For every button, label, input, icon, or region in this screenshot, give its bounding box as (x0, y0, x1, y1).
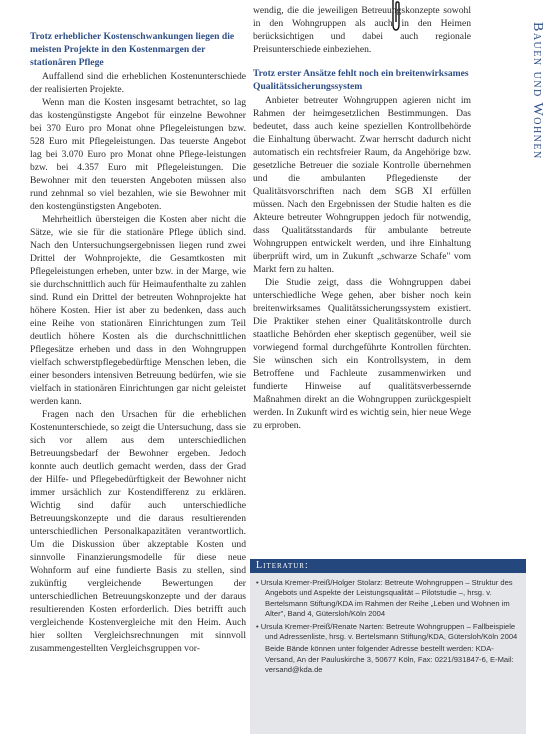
right-column (253, 4, 471, 432)
literature-order-note: Beide Bände können unter folgender Adresse bestellt werden: KDA-Versand, An der Pauluskirche 3, 50677 Köln, Fax: 0221/931847-6, E-Mail: versand@kda.de (265, 644, 514, 675)
section-label: Bauen und Wohnen (530, 22, 545, 160)
body-paragraph: Auffallend sind die erheblichen Kostenunterschiede der realisierten Projekte. (30, 71, 246, 95)
left-column (30, 30, 246, 655)
literature-title: Literatur: (250, 559, 526, 573)
body-paragraph: Fragen nach den Ursachen für die erheblichen Kostenunterschiede, so zeigt die Untersuchung, dass sie sich vor allem aus dem unterschiedlichen Betreuungsbedarf der Bewohner ergeben. Jedoch konnte auch deutlich gemacht werden, dass der Grad der Hilfe- und Pflegebedürftigkeit der Bewohner nicht immer ursächlich zur Kostendifferenz zu erklären. Wichtig sind dafür auch unterschiedliche Betreuungskonzepte und die daraus resultierenden unterschiedlichen Personalkapazitäten verantwortlich. Um die Diskussion über akzeptable Kosten und sinnvolle Finanzierungsmodelle für diese neue Wohnform auf eine fundierte Basis zu stellen, sind zukünftig vergleichende Bewertungen der unterschiedlichen Betreuungskonzepte und der daraus resultierenden Kosten erforderlich. Dies betrifft auch vergleichende Kostenvergleiche mit den Heim. Auch hier sollten Vergleichsrechnungen mit sinnvoll zusammengestellten Vergleichsgruppen vor- (30, 409, 246, 654)
literature-entry: • Ursula Kremer-Preiß/Holger Stolarz: Betreute Wohngruppen – Struktur des Angebots und Aspekte der Leistungsqualität – Pilotstudie –, hrsg. v. Bertelsmann Stiftung/KDA im Rahmen der Reihe „Leben und Wohnen im Alter", Band 4, Gütersloh/Köln 2004 (256, 578, 513, 619)
literature-entry: • Ursula Kremer-Preiß/Renate Narten: Betreute Wohngruppen – Fallbeispiele und Adressenliste, hrsg. v. Bertelsmann Stiftung/KDA, Gütersloh/Köln 2004 (256, 621, 518, 642)
literature-list (256, 578, 522, 678)
body-paragraph: Wenn man die Kosten insgesamt betrachtet, so lag das kostengünstigste Angebot für einzelne Bewohner bei 370 Euro pro Monat ohne Pflegeleistungen bzw. 528 Euro mit Pflegeleistungen. Das teuerste Angebot lag bei 3.070 Euro pro Monat ohne Pflege-leistungen bzw. bei 4.357 Euro mit Pflegeleistungen. Die Bewohner mit den teuersten Angeboten müssen also rund zehnmal so viel bezahlen, wie sie Bewohner mit den kostengünstigsten Angeboten. (30, 97, 246, 212)
body-paragraph: Die Studie zeigt, dass die Wohngruppen dabei unterschiedliche Wege gehen, aber bisher noch kein breitenwirksames Qualitätssicherungssystem existiert. Die Praktiker stehen einer Qualitätskontrolle durch staatliche Behörden eher skeptisch gegenüber, weil sie vorwiegend formal durchgeführte Kontrollen fürchten. Sie wünschen sich ein Kontrollsystem, in dem Betroffene und Fachleute zusammenwirken und fundierte Hinweise auf qualitätsverbessernde Maßnahmen direkt an die Wohngruppen zurückgespielt werden. In Zukunft wird es wichtig sein, hier neue Wege zu erproben. (253, 277, 471, 431)
body-paragraph: Anbieter betreuter Wohngruppen agieren nicht im Rahmen der heimgesetzlichen Bestimmungen. Das bedeutet, dass auch keine speziellen Kontrollbehörde die Einhaltung überwacht. Zwar herrscht dadurch nicht automatisch ein rechtsfreier Raum, da Angehörige bzw. gesetzliche Betreuer die soziale Kontrolle übernehmen und die ambulanten Pflegedienste der Qualitätsvorschriften nach dem SGB XI erfüllen müssen. Nach den Ergebnissen der Studie halten es die Akteure betreuter Wohngruppen jedoch für notwendig, dass Qualitätsstandards für ambulante betreute Wohngruppen entwickelt werden, und ihre Einhaltung überprüft wird, um in Zukunft „schwarze Schafe" vom Markt fern zu halten. (253, 95, 471, 275)
body-paragraph: Mehrheitlich übersteigen die Kosten aber nicht die Sätze, wie sie für die stationäre Pflege üblich sind. Nach den Untersuchungsergebnissen liegen rund zwei Drittel der Wohnprojekte, die Gesamtkosten mit Pflegeleistungen erheben, unter bzw. in der Marge, wie sie durchschnittlich auch für Heimaufenthalte zu zahlen sind. Rund ein Drittel der betreuten Wohnprojekte hat höhere Kosten. Hier ist aber zu bedenken, dass auch eine Reihe von stationären Einrichtungen zum Teil deutlich höhere Kosten als die durchschnittlichen Pflegesätze erheben und dass in den Wohngruppen vielfach schwerstpflegebedürftige Menschen leben, die einer besonders intensiven Betreuung bedürfen, wie sie vielfach in stationären Einrichtungen gar nicht geleistet werden kann. (30, 214, 246, 407)
body-paragraph: wendig, die die jeweiligen Betreuungskonzepte sowohl in den Wohngruppen als auch in den Heimen berücksichtigen und dabei auch regionale Preisunterschiede einbeziehen. (253, 5, 471, 55)
section-heading-costs: Trotz erheblicher Kostenschwankungen liegen die meisten Projekte in den Kostenmargen der stationären Pflege (30, 31, 235, 68)
section-heading-quality: Trotz erster Ansätze fehlt noch ein breitenwirksames Qualitätssicherungssystem (253, 68, 469, 92)
